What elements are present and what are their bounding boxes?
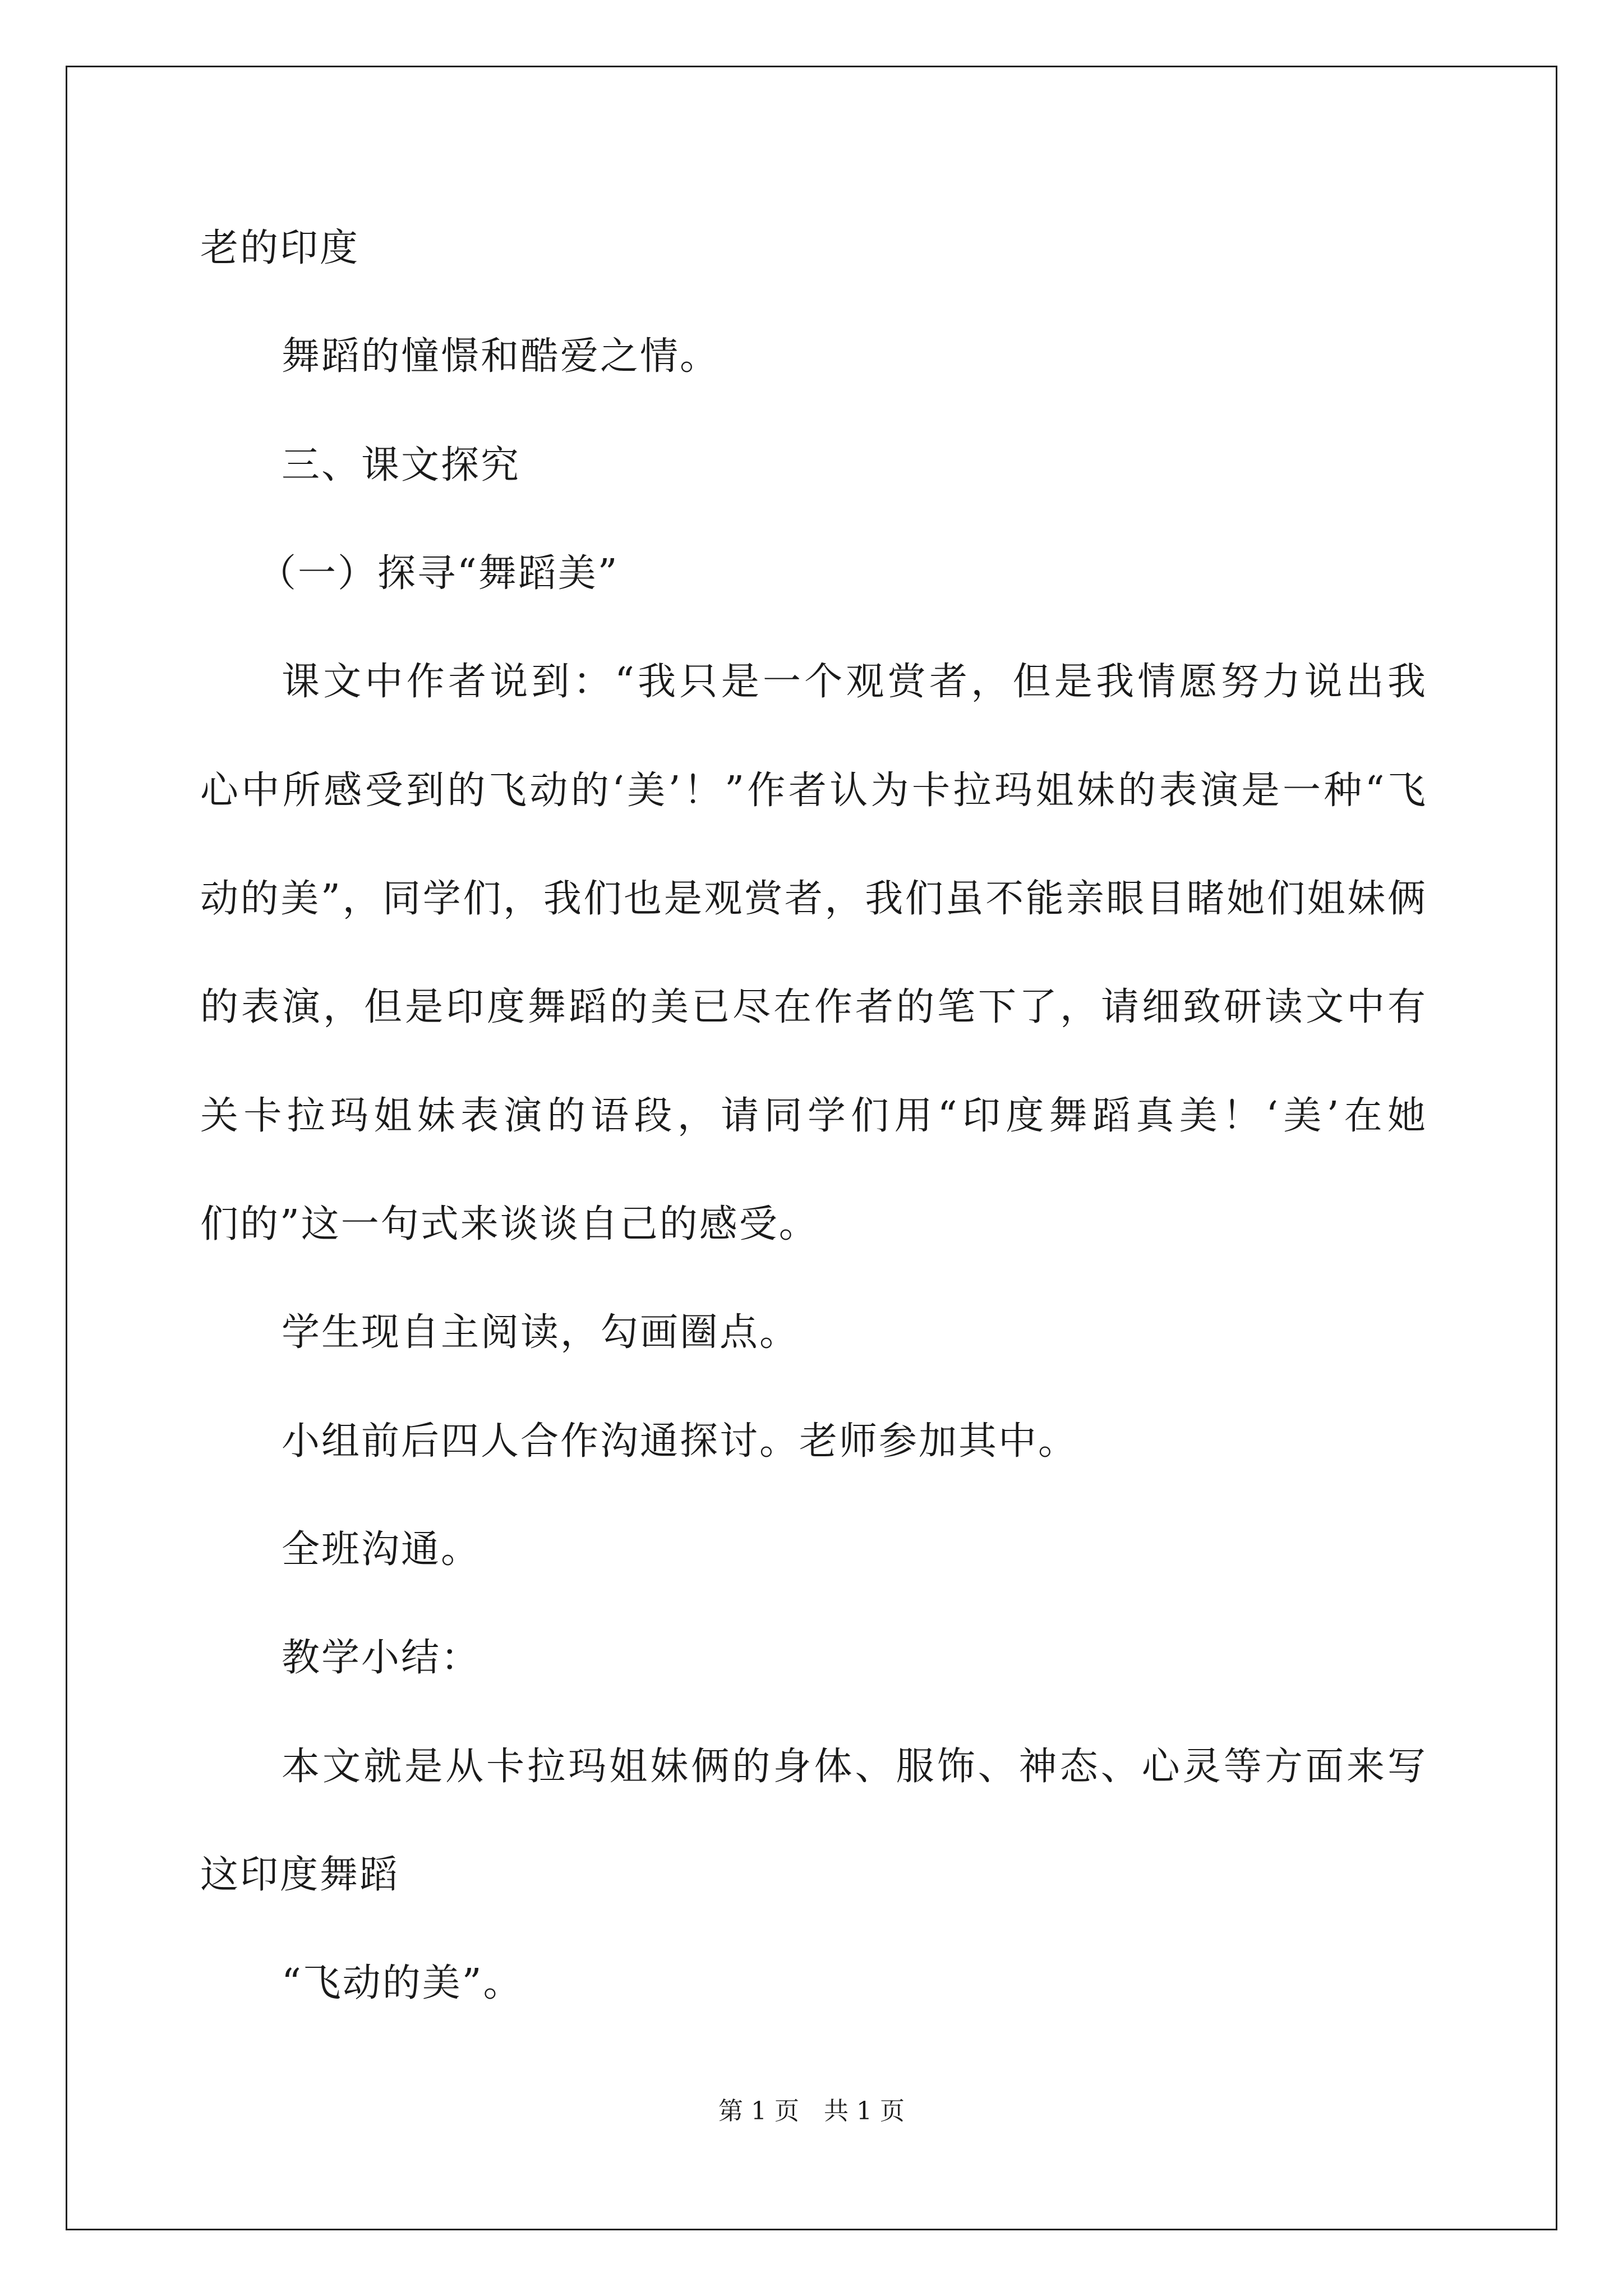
text-line-8: 的表演，但是印度舞蹈的美已尽在作者的笔下了，请细致研读文中有 (200, 985, 1426, 1029)
text-line-10: 们的”这一句式来谈谈自己的感受。 (200, 1202, 819, 1246)
text-line-12: 小组前后四人合作沟通探讨。老师参加其中。 (282, 1419, 1078, 1464)
subsection-heading: （一）探寻“舞蹈美” (258, 551, 619, 596)
text-line-1: 老的印度 (200, 226, 360, 270)
text-line-15: 本文就是从卡拉玛姐妹俩的身体、服饰、神态、心灵等方面来写 (282, 1745, 1426, 1789)
text-line-14: 教学小结： (282, 1636, 481, 1680)
section-heading: 三、课文探究 (282, 443, 521, 487)
text-line-7: 动的美”，同学们，我们也是观赏者，我们虽不能亲眼目睹她们姐妹俩 (200, 877, 1426, 921)
text-line-13: 全班沟通。 (282, 1527, 481, 1572)
text-line-2: 舞蹈的憧憬和酷爱之情。 (282, 334, 720, 379)
text-line-16: 这印度舞蹈 (200, 1853, 400, 1897)
page-border (66, 66, 1557, 2230)
text-line-6: 心中所感受到的飞动的‘美’！”作者认为卡拉玛姐妹的表演是一种“飞 (200, 769, 1426, 813)
page-number-footer: 第 1 页 共 1 页 (718, 2097, 905, 2125)
text-line-9: 关卡拉玛姐妹表演的语段，请同学们用“印度舞蹈真美！‘美’在她 (200, 1094, 1426, 1138)
text-line-5: 课文中作者说到：“我只是一个观赏者，但是我情愿努力说出我 (282, 660, 1426, 704)
text-line-11: 学生现自主阅读，勾画圈点。 (282, 1310, 800, 1355)
text-line-17: “飞动的美”。 (282, 1961, 523, 2005)
